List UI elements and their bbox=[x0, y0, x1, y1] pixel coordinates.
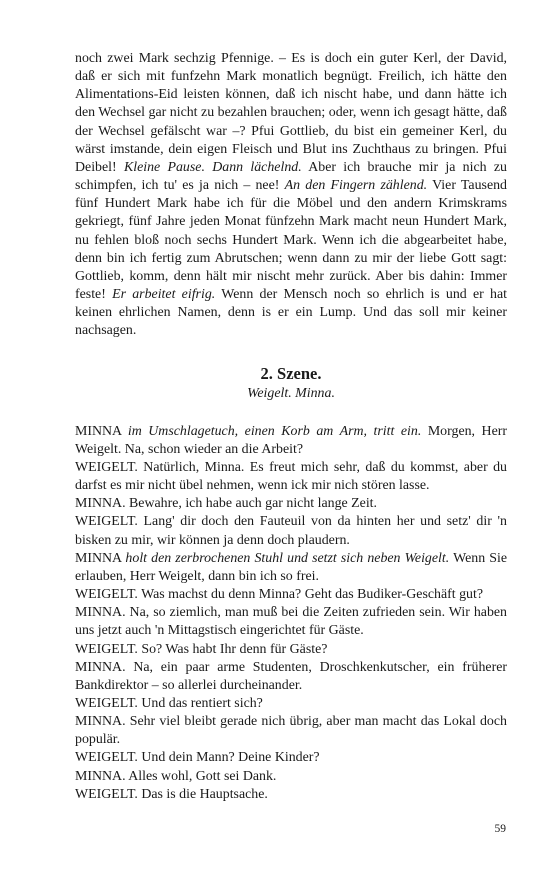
dialogue-line bbox=[75, 495, 507, 513]
speech-text: Das is die Hauptsache. bbox=[137, 786, 268, 802]
monologue-text: Wenn der Mensch noch so ehrlich is und er hat keinen ehrlichen Namen, denn is er ein Lump. Und das soll mir keiner nachsagen. bbox=[75, 287, 507, 339]
speaker-name: WEIGELT. bbox=[75, 750, 138, 766]
speaker-name: MINNA. bbox=[75, 605, 126, 621]
stage-direction: Er arbeitet eifrig. bbox=[112, 287, 216, 303]
speech-text: Na, so ziemlich, man muß bei die Zeiten zufrieden sein. Wir haben uns jetzt auch 'n Mittagstisch eingerichtet für Gäste. bbox=[75, 605, 507, 639]
scene-persons: Weigelt. Minna. bbox=[247, 385, 335, 401]
speaker-name: WEIGELT. bbox=[75, 459, 138, 475]
dialogue-line bbox=[75, 749, 507, 767]
speaker-name: MINNA. bbox=[75, 714, 126, 730]
dialogue-line bbox=[75, 586, 507, 604]
speaker-name: WEIGELT. bbox=[75, 786, 138, 802]
dialogue bbox=[75, 423, 507, 804]
speaker-name: WEIGELT. bbox=[75, 641, 138, 657]
speech-text: Alles wohl, Gott sei Dank. bbox=[125, 768, 277, 784]
monologue-text: Aber ich brauche mir ja nich zu schimpfen, ich tu' es ja nich – nee! bbox=[75, 159, 508, 194]
dialogue-line bbox=[75, 768, 507, 786]
dialogue-line bbox=[75, 550, 507, 586]
stage-direction: im Umschlagetuch, einen Korb am Arm, tritt ein. bbox=[127, 423, 422, 439]
scene-title: 2. Szene. bbox=[260, 363, 322, 383]
speech-text: Lang' dir doch den Fauteuil von da hinten her und setz' dir 'n bisken zu mir, wir können ja denn doch plaudern. bbox=[75, 514, 507, 548]
speech-text: Und das rentiert sich? bbox=[137, 696, 263, 711]
speech-text: Wenn Sie erlauben, Herr Weigelt, dann bin ich so frei. bbox=[75, 550, 507, 584]
page-body bbox=[75, 50, 507, 804]
speech-text: Bewahre, ich habe auch gar nicht lange Zeit. bbox=[125, 496, 378, 512]
monologue-text: noch zwei Mark sechzig Pfennige. – Es is doch ein guter Kerl, der David, daß er sich mit funfzehn Mark monatlich begnügt. Freilich, ich hätte den Alimentations-Eid leisten können, daß ich nischt habe, und dann hätte ich den Wechsel gar nicht zu bezahlen brauchen; oder, wenn ich gesagt hätte, daß der Wechsel gefälscht war –? Pfui Gottlieb, du bist ein gemeiner Kerl, du wärst imstande, dein eigen Fleisch und Blut ins Zuchthaus zu bringen. Pfui Deibel! bbox=[75, 51, 507, 175]
speaker-name: MINNA bbox=[75, 550, 122, 566]
speech-text: Natürlich, Minna. Es freut mich sehr, daß du kommst, aber du darfst es mir nicht übel nehmen, wenn ick mir nich stören lasse. bbox=[75, 459, 507, 494]
speaker-name: WEIGELT. bbox=[75, 514, 138, 530]
speaker-name: MINNA. bbox=[75, 659, 126, 675]
speech-text: Sehr viel bleibt gerade nich übrig, aber man macht das Lokal doch populär. bbox=[75, 714, 507, 748]
speaker-name: WEIGELT. bbox=[75, 696, 138, 711]
speaker-name: MINNA. bbox=[75, 496, 126, 512]
dialogue-line bbox=[75, 713, 507, 749]
dialogue-line bbox=[75, 695, 507, 713]
stage-direction: An den Fingern zählend. bbox=[284, 178, 428, 194]
dialogue-line bbox=[75, 423, 507, 459]
dialogue-line bbox=[75, 513, 507, 549]
stage-direction: holt den zerbrochenen Stuhl und setzt sich neben Weigelt. bbox=[125, 550, 450, 566]
speech-text: Na, ein paar arme Studenten, Droschkenkutscher, ein früherer Bankdirektor – so allerlei durcheinander. bbox=[75, 659, 507, 693]
monologue-paragraph bbox=[75, 50, 507, 341]
monologue-text: Vier Tausend fünf Hundert Mark habe ich für die Möbel und den andern Krimskrams gekriegt, fünf Jahre jeden Monat fünfzehn Mark macht neun Hundert Mark, nu fehlen bloß noch sechs Hundert Mark. Wenn ich die abgearbeitet habe, denn bin ich fertig zum Abrutschen; wenn dann zu mir der liebe Gott sagt: Gottlieb, komm, denn hält mir nischt mehr zurück. Aber bis dahin: Immer feste! bbox=[75, 178, 507, 303]
speech-text: Und dein Mann? Deine Kinder? bbox=[137, 750, 320, 766]
stage-direction: Kleine Pause. Dann lächelnd. bbox=[123, 159, 302, 175]
speech-text: Morgen, Herr Weigelt. Na, schon wieder an die Arbeit? bbox=[75, 423, 507, 457]
dialogue-line bbox=[75, 459, 507, 495]
speech-text: So? Was habt Ihr denn für Gäste? bbox=[137, 641, 328, 657]
dialogue-line bbox=[75, 659, 507, 695]
speaker-name: MINNA bbox=[75, 423, 122, 439]
dialogue-line bbox=[75, 641, 507, 659]
speaker-name: MINNA. bbox=[75, 768, 126, 784]
page-number: 59 bbox=[494, 823, 506, 835]
dialogue-line bbox=[75, 604, 507, 640]
dialogue-line bbox=[75, 786, 507, 804]
speech-text: Was machst du denn Minna? Geht das Budiker-Geschäft gut? bbox=[137, 587, 484, 603]
speaker-name: WEIGELT. bbox=[75, 587, 138, 603]
